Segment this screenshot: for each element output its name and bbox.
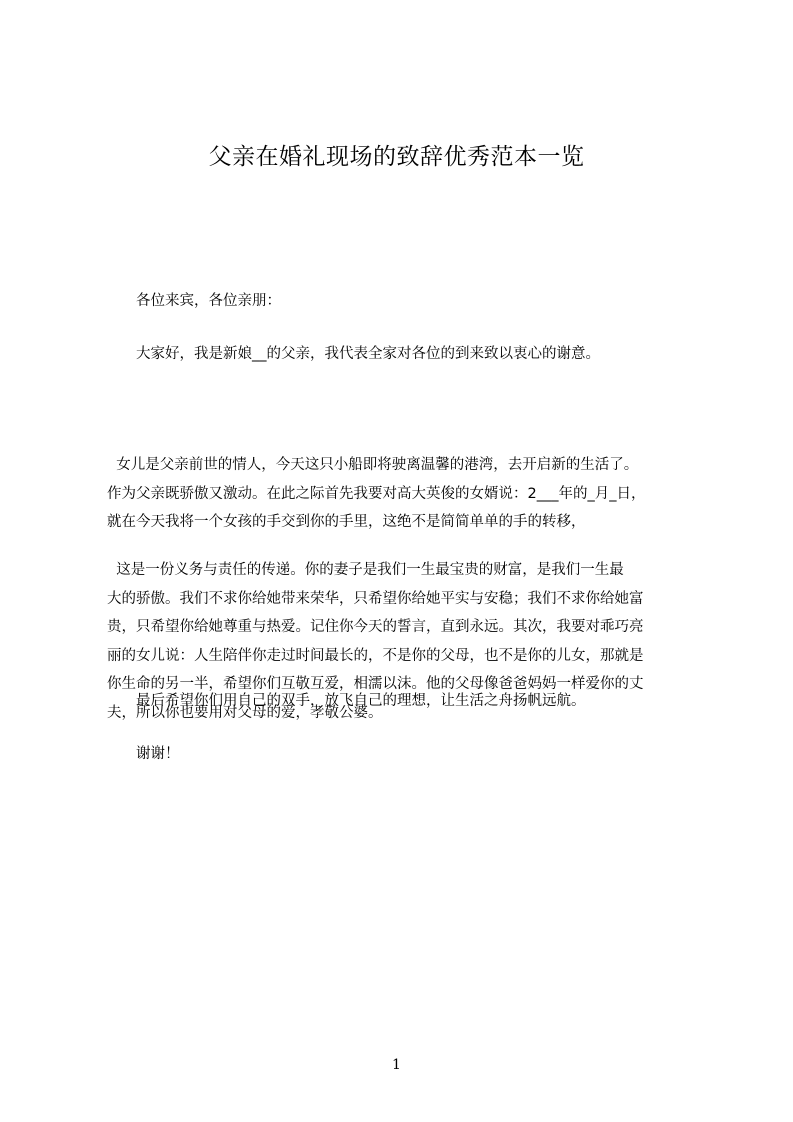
- text-line: 大的骄傲。我们不求你给她带来荣华，只希望你给她平实与安稳；我们不求你给她富: [107, 590, 644, 607]
- text-line: 贵，只希望你给她尊重与热爱。记住你今天的誓言，直到永远。其次，我要对乖巧亮: [107, 619, 644, 635]
- text-line: 夫，所以你也要用对父母的爱，孝敬公婆。: [107, 704, 383, 721]
- text-line: 这是一份义务与责任的传递。你的妻子是我们一生最宝贵的财富，是我们一生最: [107, 562, 624, 578]
- closing-paragraph: 谢谢！: [136, 746, 180, 762]
- wish-paragraph: 最后希望你们用自己的双手，放飞自己的理想，让生活之舟扬帆远航。: [136, 693, 586, 709]
- text-line: 作为父亲既骄傲又激动。在此之际首先我要对高大英俊的女婿说：2___年的_月_日，: [107, 485, 646, 502]
- text-line: 就在今天我将一个女孩的手交到你的手里，这绝不是简简单单的手的转移，: [107, 514, 586, 530]
- text-line: 你生命的另一半，希望你们互敬互爱，相濡以沫。他的父母像爸爸妈妈一样爱你的丈: [107, 676, 644, 692]
- document-title: 父亲在婚礼现场的致辞优秀范本一览: [208, 144, 585, 170]
- responsibility-paragraph: [107, 499, 644, 784]
- text-line: 女儿是父亲前世的情人，今天这只小船即将驶离温馨的港湾，去开启新的生活了。: [107, 457, 639, 473]
- opening-paragraph: 大家好，我是新娘__的父亲，我代表全家对各位的到来致以衷心的谢意。: [136, 346, 600, 362]
- greeting-paragraph: 各位来宾，各位亲朋：: [136, 293, 281, 309]
- text-line: 丽的女儿说：人生陪伴你走过时间最长的，不是你的父母，也不是你的儿女，那就是: [107, 647, 644, 664]
- page-number: 1: [392, 1057, 401, 1073]
